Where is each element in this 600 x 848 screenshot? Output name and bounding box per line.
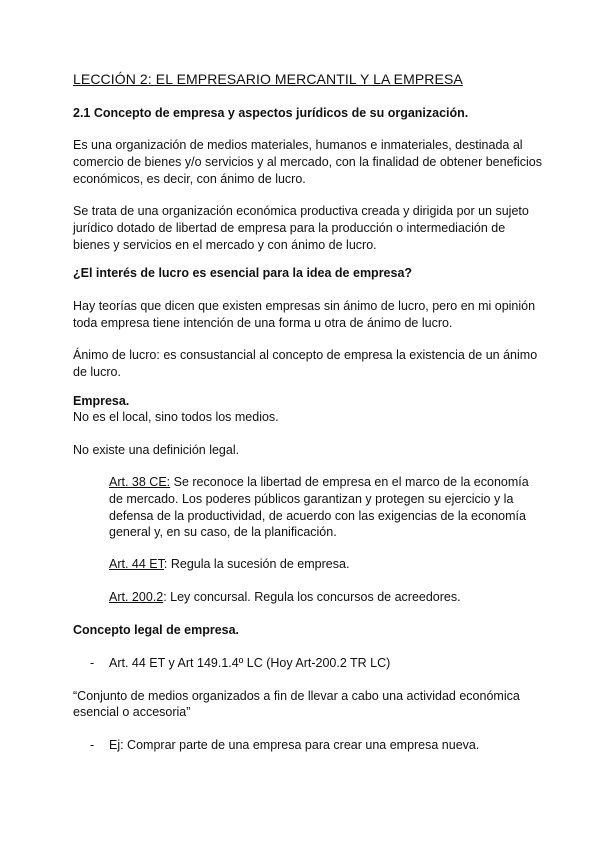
article-text: : Regula la sucesión de empresa.	[163, 557, 350, 571]
quote-line: esencial o accesoria”	[73, 705, 191, 719]
lesson-title: LECCIÓN 2: EL EMPRESARIO MERCANTIL Y LA EMPRESA	[73, 71, 463, 87]
article-ref: Art. 44 ET	[109, 557, 164, 571]
paragraph-line: bienes y servicios en el mercado y con ánimo de lucro.	[73, 238, 377, 252]
paragraph-line: No existe una definición legal.	[73, 443, 240, 457]
paragraph-line: Ánimo de lucro: es consustancial al concepto de empresa la existencia de un ánimo	[73, 348, 538, 362]
paragraph-line: Se trata de una organización económica productiva creada y dirigida por un sujeto	[73, 204, 529, 218]
article-38-ce	[109, 474, 529, 491]
section-heading-2-1: 2.1 Concepto de empresa y aspectos jurídicos de su organización.	[73, 106, 469, 120]
article-ref: Art. 38 CE:	[109, 475, 171, 489]
article-ref: Art. 200.2	[109, 590, 164, 604]
paragraph-line: Es una organización de medios materiales, humanos e inmateriales, destinada al	[73, 138, 523, 152]
question-heading: ¿El interés de lucro es esencial para la idea de empresa?	[73, 266, 413, 280]
paragraph-line: defensa de la productividad, de acuerdo con las exigencias de la economía	[109, 509, 526, 523]
bullet-dash: -	[90, 656, 95, 670]
quote-line: “Conjunto de medios organizados a fin de llevar a cabo una actividad económica	[73, 689, 520, 703]
bullet-dash: -	[90, 738, 95, 752]
concepto-legal-heading: Concepto legal de empresa.	[73, 623, 240, 637]
article-200-2	[109, 589, 461, 606]
paragraph-line: económicos, es decir, con ánimo de lucro.	[73, 172, 306, 186]
article-text: Se reconoce la libertad de empresa en el marco de la economía	[170, 475, 529, 489]
paragraph-line: general y, en su caso, de la planificación.	[109, 525, 337, 539]
paragraph-line: jurídico dotado de libertad de empresa para la producción o intermediación de	[73, 221, 506, 235]
paragraph-line: toda empresa tiene intención de una forma u otra de ánimo de lucro.	[73, 316, 453, 330]
paragraph-line: No es el local, sino todos los medios.	[73, 410, 279, 424]
bullet-item: Ej: Comprar parte de una empresa para crear una empresa nueva.	[109, 738, 480, 752]
bullet-item: Art. 44 ET y Art 149.1.4º LC (Hoy Art-200.2 TR LC)	[109, 656, 391, 670]
article-text: : Ley concursal. Regula los concursos de acreedores.	[163, 590, 461, 604]
paragraph-line: de mercado. Los poderes públicos garantizan y protegen su ejercicio y la	[109, 492, 514, 506]
empresa-heading: Empresa.	[73, 394, 130, 408]
paragraph-line: Hay teorías que dicen que existen empresas sin ánimo de lucro, pero en mi opinión	[73, 299, 536, 313]
article-44-et	[109, 556, 349, 573]
paragraph-line: de lucro.	[73, 365, 121, 379]
paragraph-line: comercio de bienes y/o servicios y al mercado, con la finalidad de obtener beneficios	[73, 155, 543, 169]
